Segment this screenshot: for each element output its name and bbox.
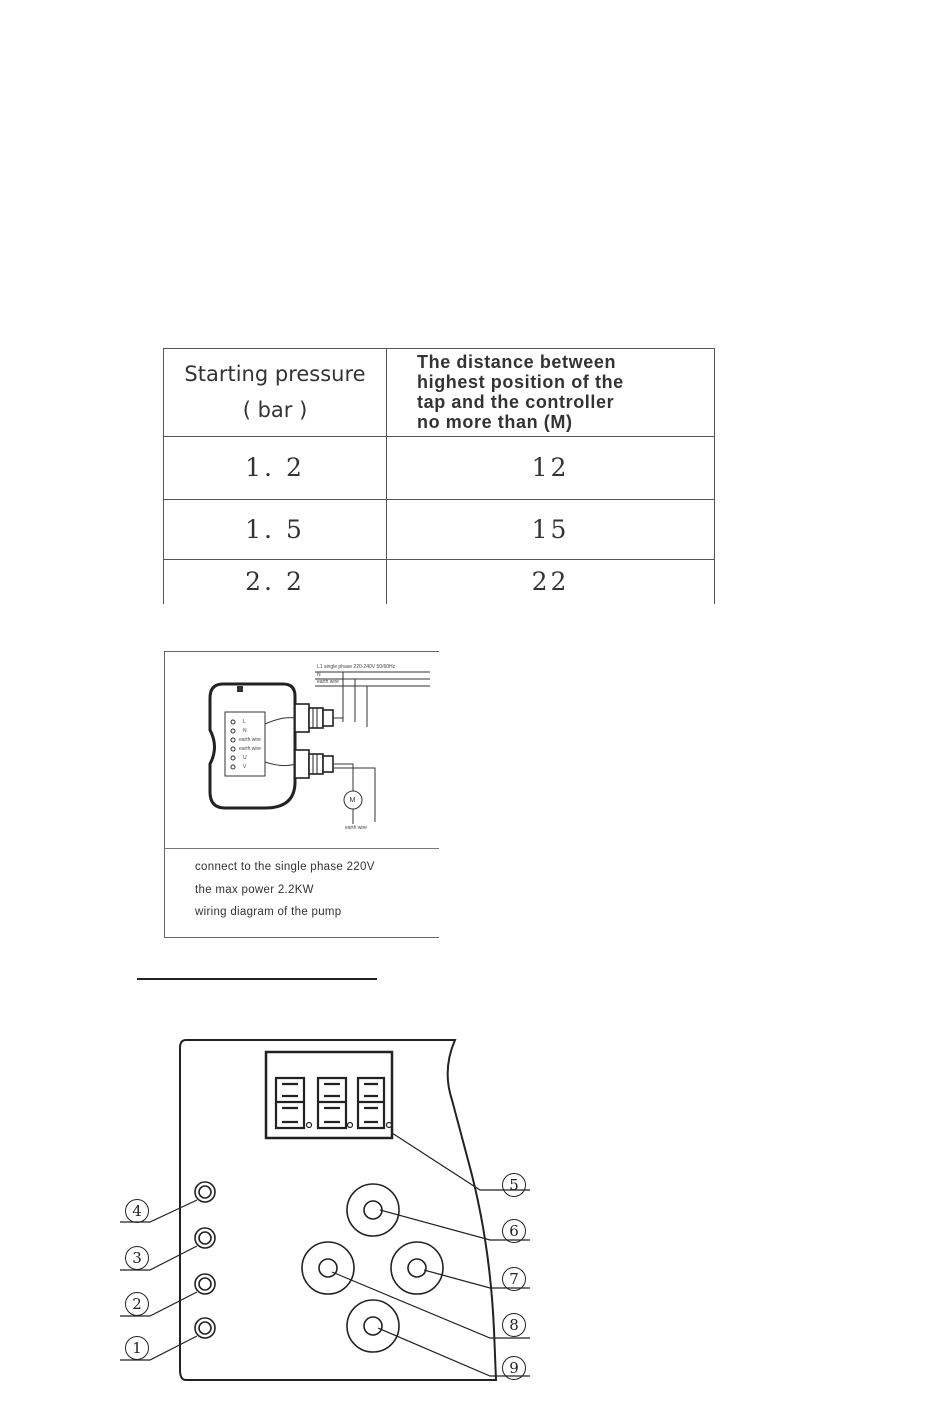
callout-6: 6 — [502, 1219, 526, 1243]
earth-label: earth wire — [317, 679, 339, 685]
section-rule — [137, 978, 377, 980]
neutral-label: N — [317, 672, 321, 678]
pressure-cell: 1. 2 — [164, 436, 387, 499]
header-distance: The distance between highest position of the tap and the controller no more than (M) — [387, 349, 715, 437]
terminal-label: earth wire — [239, 737, 261, 743]
control-panel-drawing — [0, 1030, 950, 1419]
distance-cell: 12 — [387, 436, 715, 499]
pressure-cell: 1. 5 — [164, 500, 387, 559]
callout-9: 9 — [502, 1356, 526, 1380]
terminal-label: earth wire — [239, 746, 261, 752]
motor-symbol: M — [349, 797, 356, 804]
terminal-label: N — [243, 728, 247, 734]
wiring-caption: connect to the single phase 220V — [195, 861, 375, 873]
distance-cell: 22 — [387, 559, 715, 604]
table-row — [164, 559, 715, 604]
terminal-label: L — [243, 719, 246, 725]
wiring-diagram — [164, 651, 439, 938]
wiring-drawing — [165, 652, 439, 848]
callout-4: 4 — [125, 1199, 149, 1223]
table-row — [164, 500, 715, 559]
callout-2: 2 — [125, 1292, 149, 1316]
callout-8: 8 — [502, 1313, 526, 1337]
table-row — [164, 436, 715, 499]
terminal-label: U — [243, 755, 247, 761]
divider — [165, 848, 439, 849]
callout-7: 7 — [502, 1267, 526, 1291]
pressure-table — [163, 348, 715, 604]
wiring-caption: wiring diagram of the pump — [195, 906, 342, 918]
supply-label: L1 single phase 220-240V 50/60Hz — [317, 664, 396, 670]
callout-5: 5 — [502, 1173, 526, 1197]
motor-earth-label: earth wire — [345, 825, 367, 831]
control-panel-diagram — [0, 1030, 950, 1419]
pressure-cell: 2. 2 — [164, 559, 387, 604]
header-starting-pressure: Starting pressure ( bar ) — [164, 349, 387, 437]
callout-3: 3 — [125, 1246, 149, 1270]
wiring-caption: the max power 2.2KW — [195, 884, 314, 896]
terminal-label: V — [243, 764, 247, 770]
callout-1: 1 — [125, 1336, 149, 1360]
distance-cell: 15 — [387, 500, 715, 559]
